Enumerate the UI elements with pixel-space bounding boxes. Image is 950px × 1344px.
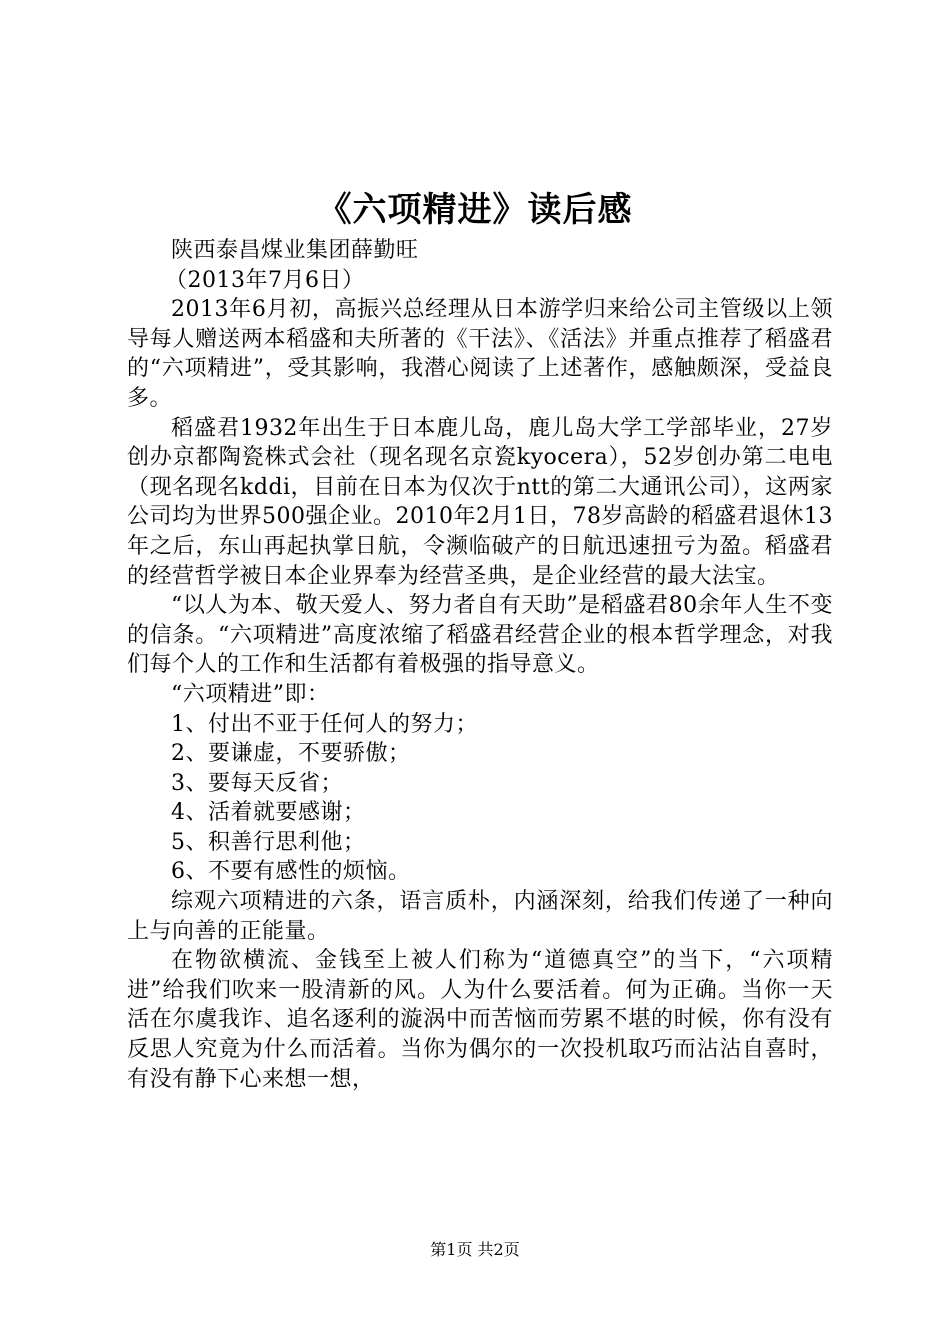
author-line: 陕西泰昌煤业集团薛勤旺 [171,238,419,263]
list-item: 1、付出不亚于任何人的努力； [171,711,478,737]
list-item: 6、不要有感性的烦恼。 [171,859,411,885]
list-item: 2、要谦虚，不要骄傲； [171,741,411,767]
paragraph: 稻盛君1932年出生于日本鹿儿岛，鹿儿岛大学工学部毕业，27岁创办京都陶瓷株式会社（现名现名京瓷kyocera），52岁创办第二电电（现名现名kddi，目前在日本为仅次于ntt的第二大通讯公司），这两家公司均为世界500强企业。2010年2月1日，78岁高龄的稻盛君退休13年之后，东山再起执掌日航，令濒临破产的日航迅速扭亏为盈。稻盛君的经营哲学被日本企业界奉为经营圣典，是企业经营的最大法宝。 [127,415,833,589]
paragraph: 在物欲横流、金钱至上被人们称为“道德真空”的当下，“六项精进”给我们吹来一股清新的风。人为什么要活着。何为正确。当你一天活在尔虞我诈、追名逐利的漩涡中而苦恼而劳累不堪的时候，你有没有反思人究竟为什么而活着。当你为偶尔的一次投机取巧而沾沾自喜时，有没有静下心来想一想， [127,948,833,1092]
date-line: （2013年7月6日） [165,267,365,293]
page-footer: 第1页 共2页 [430,1240,520,1259]
document-body [127,236,833,1094]
list-item: 3、要每天反省； [171,770,343,796]
document-title: 《六项精进》读后感 [317,190,633,230]
paragraph: “以人为本、敬天爱人、努力者自有天助”是稻盛君80余年人生不变的信条。“六项精进”高度浓缩了稻盛君经营企业的根本哲学理念，对我们每个人的工作和生活都有着极强的指导意义。 [127,593,833,678]
list-item: 5、积善行思利他； [171,829,366,855]
list-item: 4、活着就要感谢； [171,800,366,826]
paragraph: 综观六项精进的六条，语言质朴，内涵深刻，给我们传递了一种向上与向善的正能量。 [127,889,833,944]
list-heading: “六项精进”即： [171,681,330,707]
paragraph: 2013年6月初，高振兴总经理从日本游学归来给公司主管级以上领导每人赠送两本稻盛和夫所著的《干法》、《活法》并重点推荐了稻盛君的“六项精进”，受其影响，我潜心阅读了上述著作，感触颇深，受益良多。 [127,297,833,411]
